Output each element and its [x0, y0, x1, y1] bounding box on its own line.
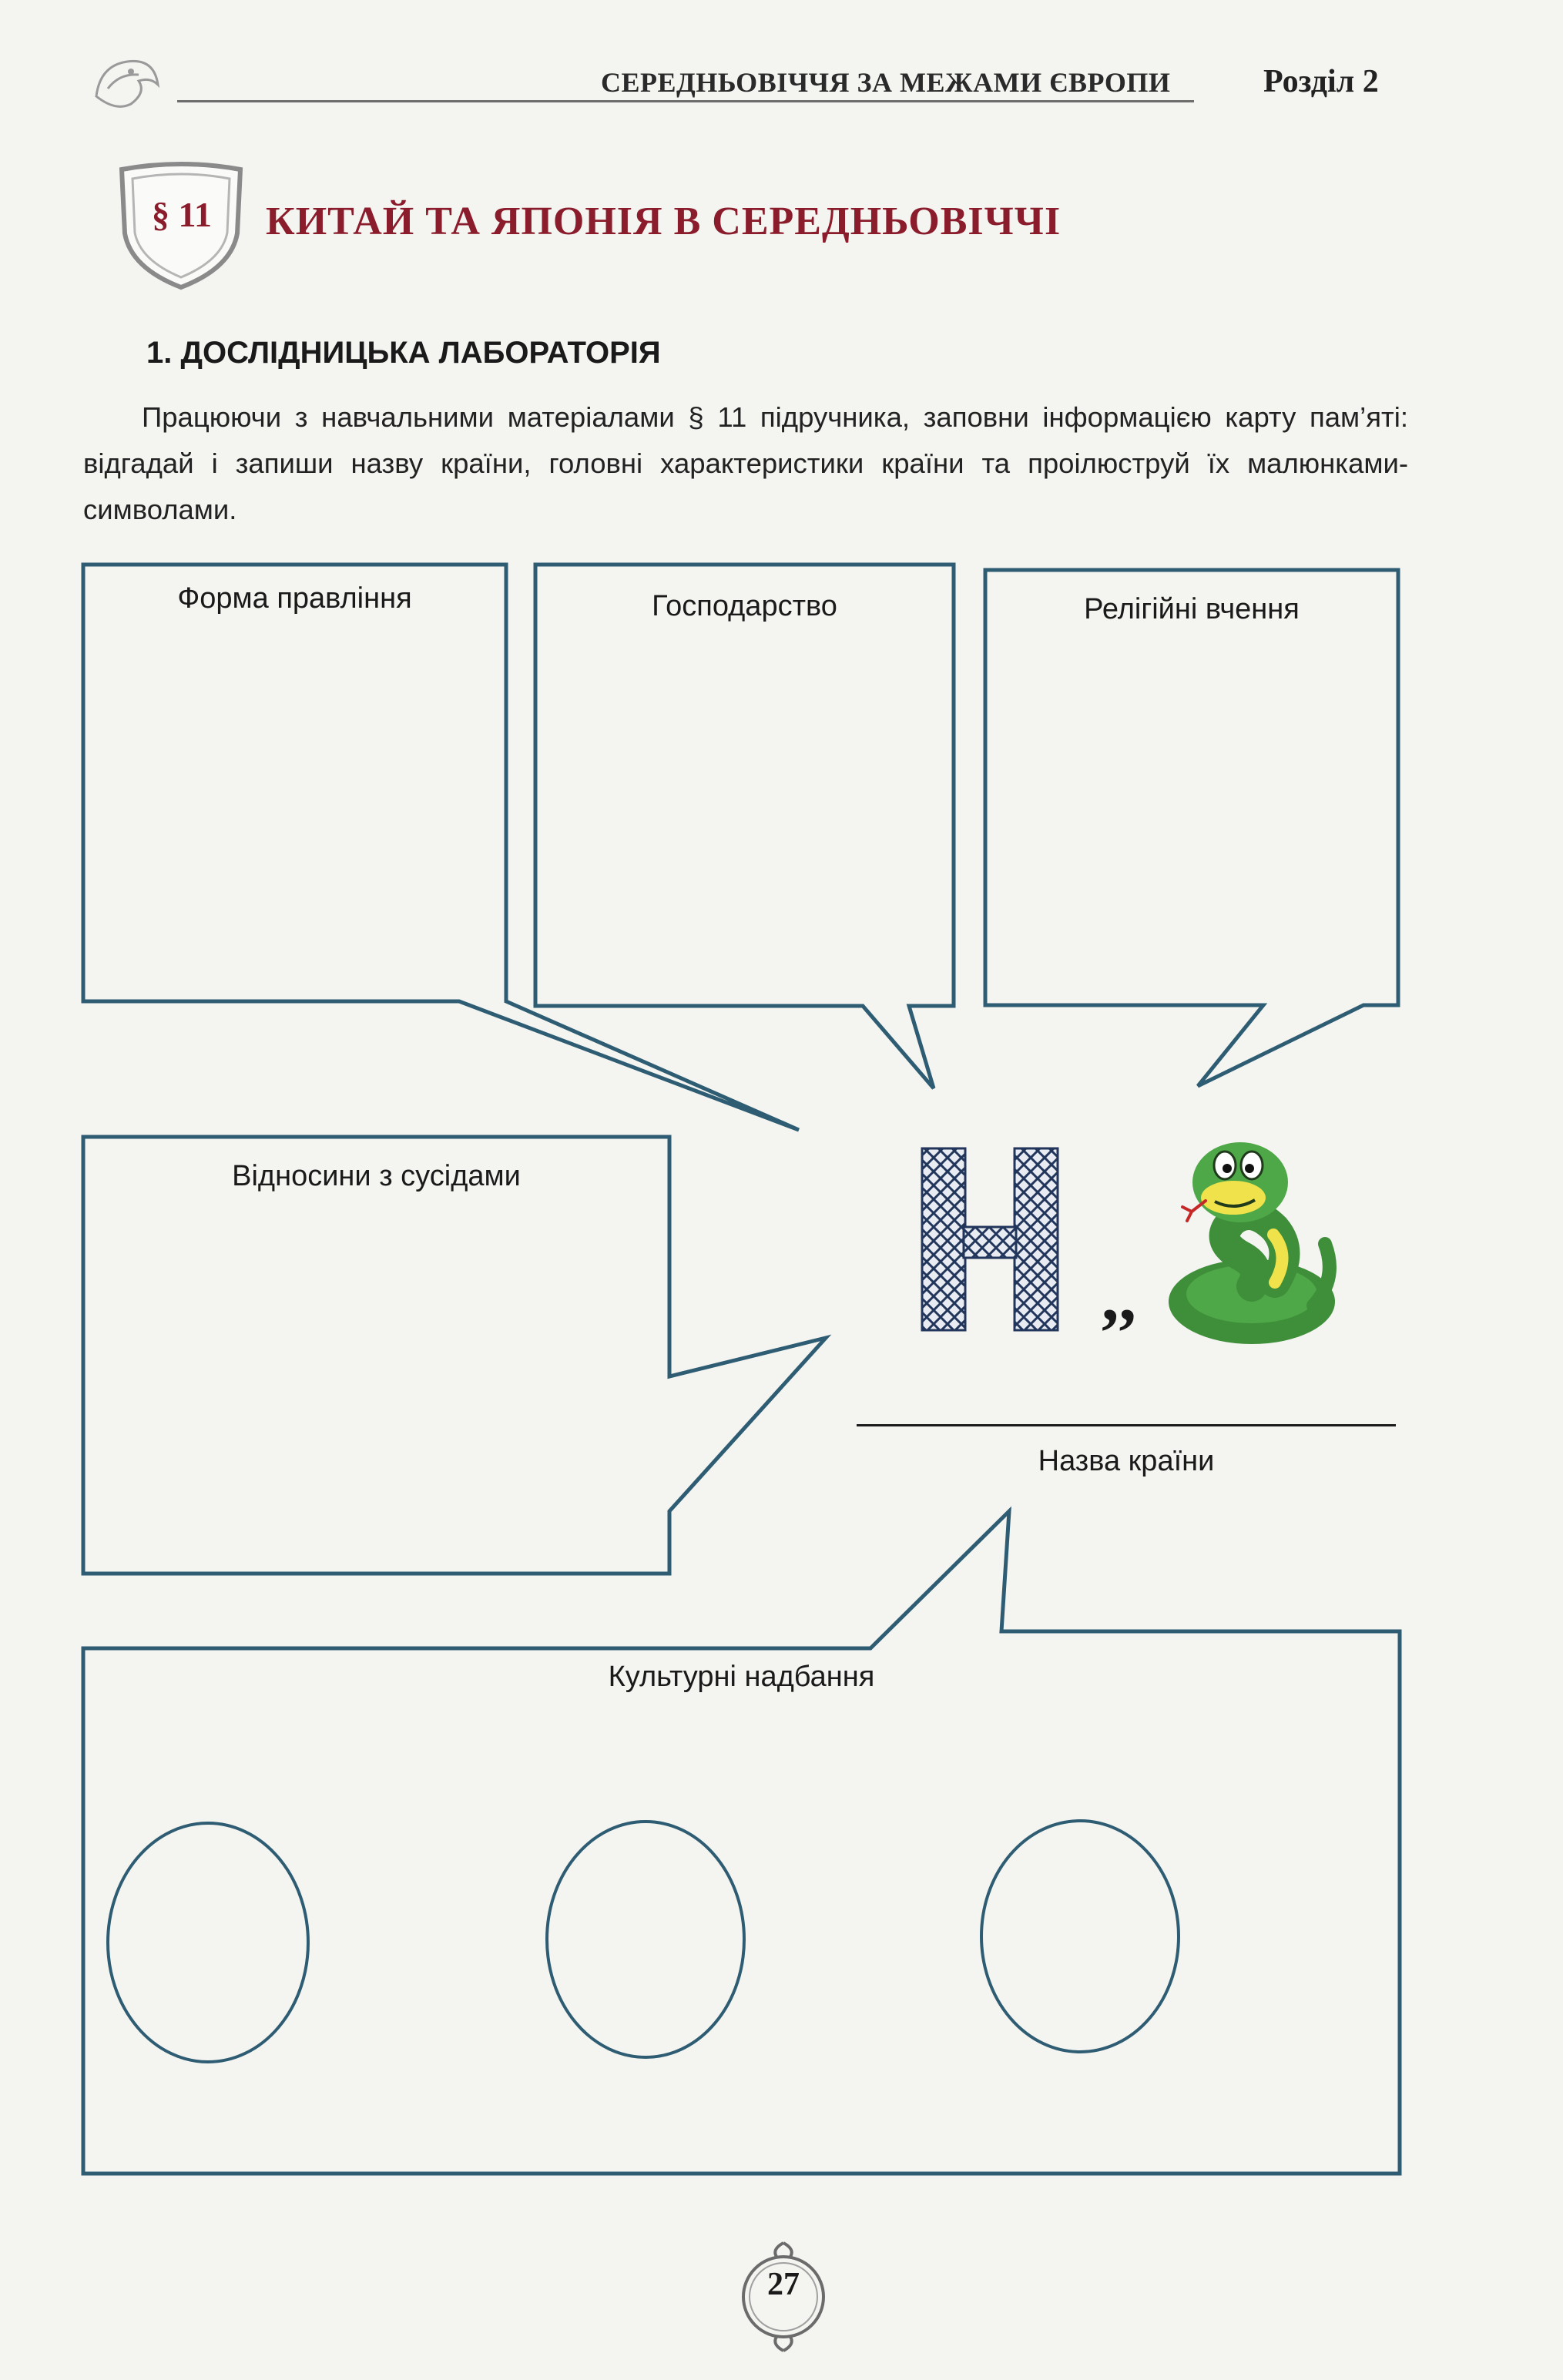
government-bubble — [83, 565, 799, 1130]
paragraph-number: § 11 — [152, 195, 212, 234]
religion-label: Релігійні вчення — [1084, 593, 1300, 625]
culture-label: Культурні надбання — [608, 1661, 875, 1693]
country-name-answer-line[interactable] — [857, 1424, 1396, 1426]
snake-icon — [1159, 1121, 1344, 1356]
rebus-commas: ,, — [1102, 1259, 1136, 1336]
section-label: Розділ 2 — [1263, 64, 1379, 99]
section-title: КИТАЙ ТА ЯПОНІЯ В СЕРЕДНЬОВІЧЧІ — [266, 199, 1062, 243]
economy-label: Господарство — [652, 590, 837, 622]
culture-oval-2 — [547, 1822, 744, 2057]
country-name-label: Назва країни — [1038, 1445, 1215, 1477]
neighbors-bubble — [83, 1137, 826, 1574]
task-heading: 1. ДОСЛІДНИЦЬКА ЛАБОРАТОРІЯ — [146, 336, 661, 370]
rebus-letter-image — [913, 1144, 1067, 1340]
running-title: СЕРЕДНЬОВІЧЧЯ ЗА МЕЖАМИ ЄВРОПИ — [601, 67, 1171, 98]
task-instructions: Працюючи з навчальними матеріалами § 11 підручника, заповни інформацією карту пам’яті: відгадай і запиши назву країни, головні характеристики країни та проілюструй їх малюнками-символами. — [83, 401, 1408, 525]
economy-bubble — [535, 565, 954, 1088]
government-label: Форма правління — [177, 582, 412, 615]
culture-oval-3 — [981, 1821, 1179, 2052]
culture-oval-1 — [108, 1823, 308, 2062]
page-number: 27 — [767, 2267, 800, 2302]
culture-bubble — [83, 1511, 1400, 2174]
neighbors-label: Відносини з сусідами — [232, 1160, 521, 1192]
religion-bubble — [985, 570, 1398, 1086]
